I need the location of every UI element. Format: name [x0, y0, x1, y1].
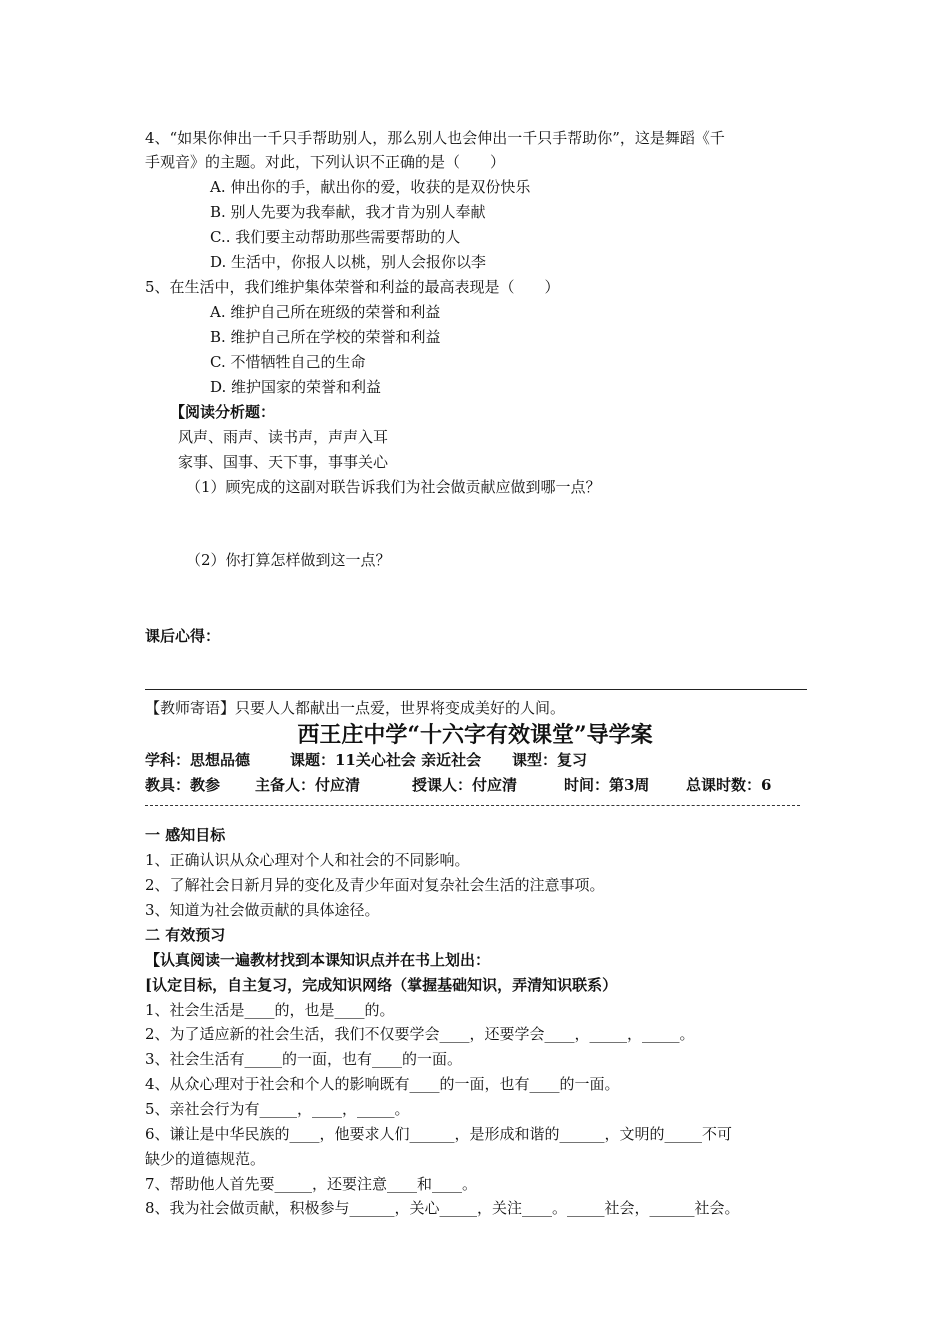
- fill-item-7: 7、帮助他人首先要_____，还要注意____和____。: [145, 1175, 478, 1193]
- section2-instruction-2: [认定目标，自主复习，完成知识网络（掌握基础知识，弄清知识联系）: [145, 976, 618, 994]
- meta-preparer: 主备人：付应清: [255, 776, 361, 794]
- meta-hours: 总课时数：6: [686, 776, 772, 794]
- fill-item-6-continued: 缺少的道德规范。: [145, 1150, 266, 1168]
- couplet-line1: 风声、雨声、读书声，声声入耳: [178, 428, 389, 446]
- q5-option-c: C. 不惜牺牲自己的生命: [210, 353, 366, 371]
- teacher-note: 【教师寄语】只要人人都献出一点爱，世界将变成美好的人间。: [145, 699, 566, 717]
- fill-item-3: 3、社会生活有_____的一面，也有____的一面。: [145, 1050, 463, 1068]
- meta-row-2: [145, 775, 771, 795]
- fill-item-2: 2、为了适应新的社会生活，我们不仅要学会____，还要学会____，_____，_____。: [145, 1025, 695, 1043]
- q4-option-c: C.. 我们要主动帮助那些需要帮助的人: [210, 228, 461, 246]
- fill-item-1: 1、社会生活是____的，也是____的。: [145, 1001, 395, 1019]
- fill-item-5: 5、亲社会行为有_____，____，_____。: [145, 1100, 410, 1118]
- meta-teacher: 授课人：付应清: [412, 776, 518, 794]
- q4-option-a: A. 伸出你的手，献出你的爱，收获的是双份快乐: [210, 178, 531, 196]
- reflection-label: 课后心得：: [145, 627, 221, 645]
- q5-option-b: B. 维护自己所在学校的荣誉和利益: [210, 328, 441, 346]
- section2-heading: 二 有效预习: [145, 926, 226, 944]
- reading-heading: 【阅读分析题：: [170, 403, 276, 421]
- page-title: 西王庄中学“十六字有效课堂”导学案: [297, 722, 653, 748]
- meta-topic: 课题：11关心社会 亲近社会: [290, 751, 482, 769]
- q5-option-d: D. 维护国家的荣誉和利益: [210, 378, 382, 396]
- goal-item-1: 1、正确认识从众心理对个人和社会的不同影响。: [145, 851, 470, 869]
- fill-item-8: 8、我为社会做贡献，积极参与______，关心_____，关注____。_____社会，______社会。: [145, 1199, 740, 1217]
- meta-type: 课型：复习: [512, 751, 588, 769]
- q4-option-d: D. 生活中，你报人以桃，别人会报你以李: [210, 253, 487, 271]
- meta-row-1: [145, 750, 587, 770]
- q5-line1: 5、在生活中，我们维护集体荣誉和利益的最高表现是（ ）: [145, 278, 560, 296]
- meta-time: 时间：第3周: [564, 776, 650, 794]
- goal-item-3: 3、知道为社会做贡献的具体途径。: [145, 901, 380, 919]
- section2-instruction-1: 【认真阅读一遍教材找到本课知识点并在书上划出：: [145, 951, 491, 969]
- fill-item-6: 6、谦让是中华民族的____，他要求人们______，是形成和谐的______，文明的_____不可: [145, 1125, 733, 1143]
- goal-item-2: 2、了解社会日新月异的变化及青少年面对复杂社会生活的注意事项。: [145, 876, 605, 894]
- q4-line2: 手观音》的主题。对此，下列认识不正确的是（ ）: [145, 153, 506, 171]
- couplet-line2: 家事、国事、天下事，事事关心: [178, 453, 389, 471]
- dashed-divider: [145, 805, 800, 806]
- reading-question-1: （1）顾宪成的这副对联告诉我们为社会做贡献应做到哪一点？: [186, 478, 601, 496]
- q5-option-a: A. 维护自己所在班级的荣誉和利益: [210, 303, 441, 321]
- divider-line: [145, 689, 807, 690]
- section1-heading: 一 感知目标: [145, 826, 226, 844]
- meta-aids: 教具：教参: [145, 776, 221, 794]
- q4-line1: 4、“如果你伸出一千只手帮助别人，那么别人也会伸出一千只手帮助你”，这是舞蹈《千: [145, 129, 725, 147]
- q4-option-b: B. 别人先要为我奉献，我才肯为别人奉献: [210, 203, 486, 221]
- fill-item-4: 4、从众心理对于社会和个人的影响既有____的一面，也有____的一面。: [145, 1075, 620, 1093]
- meta-subject: 学科：思想品德: [145, 751, 251, 769]
- reading-question-2: （2）你打算怎样做到这一点？: [186, 551, 391, 569]
